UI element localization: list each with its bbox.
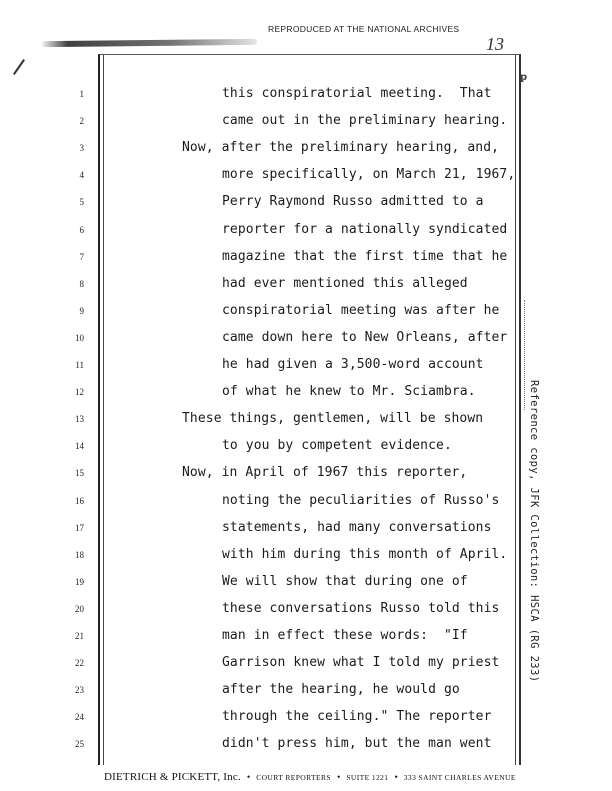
transcript-line: magazine that the first time that he [222,248,508,264]
footer: DIETRICH & PICKETT, Inc. • COURT REPORTERS • SUITE 1221 • 333 SAINT CHARLES AVENUE [104,771,516,783]
line-number: 2 [79,116,84,127]
margin-tick [524,300,527,410]
line-number: 7 [79,251,84,262]
line-number: 19 [75,576,84,587]
transcript-line: man in effect these words: "If [222,628,468,643]
transcript-line: Perry Raymond Russo admitted to a [222,194,484,210]
line-number: 23 [75,685,84,696]
transcript-line: after the hearing, he would go [222,682,460,698]
transcript-line: Now, after the preliminary hearing, and, [182,140,500,156]
reference-copy-note: Reference copy, JFK Collection: HSCA (RG 233) [528,380,540,683]
transcript-line: came down here to New Orleans, after [222,329,508,345]
line-number: 25 [75,739,84,750]
line-number: 13 [75,414,84,425]
transcript-line: conspiratorial meeting was after he [222,302,500,318]
transcript-line: came out in the preliminary hearing. [222,113,508,129]
archive-stamp: REPRODUCED AT THE NATIONAL ARCHIVES [268,24,460,34]
scan-smudge [42,39,257,47]
transcript-line: this conspiratorial meeting. That [222,86,492,101]
transcript-line: through the ceiling." The reporter [222,709,492,725]
line-number: 8 [79,278,84,289]
transcript-line: noting the peculiarities of Russo's [222,492,500,508]
transcript-line: Garrison knew what I told my priest [222,655,500,671]
transcript-line: to you by competent evidence. [222,438,452,454]
transcript-line: these conversations Russo told this [222,600,500,616]
scan-mark [13,59,25,75]
line-number: 16 [75,495,84,506]
transcript-line: We will show that during one of [222,573,468,589]
line-number: 12 [75,387,84,398]
line-number: 22 [75,658,84,669]
transcript-line: statements, had many conversations [222,519,492,535]
line-number: 18 [75,549,84,560]
transcript-line: more specifically, on March 21, 1967, [222,167,516,183]
line-number: 24 [75,712,84,723]
transcript-line: had ever mentioned this alleged [222,275,468,291]
footer-address: 333 SAINT CHARLES AVENUE [403,773,516,782]
line-number: 11 [75,360,84,370]
line-number: 9 [79,305,84,316]
transcript-line: of what he knew to Mr. Sciambra. [222,384,476,400]
line-number: 3 [79,143,84,154]
transcript-line: didn't press him, but the man went [222,736,492,752]
line-number: 4 [79,170,84,181]
line-number: 5 [79,197,84,208]
footer-firm: DIETRICH & PICKETT, Inc. [104,771,241,783]
transcript-line: These things, gentlemen, will be shown [182,411,484,427]
line-number: 14 [75,441,84,452]
transcript-line: with him during this month of April. [222,546,508,562]
footer-suite: SUITE 1221 [346,773,389,782]
margin-scribble: ꝑ [520,72,528,83]
footer-role: COURT REPORTERS [256,773,331,782]
transcript-line: reporter for a nationally syndicated [222,221,508,237]
line-number: 10 [75,332,84,343]
transcript-line: he had given a 3,500-word account [222,357,484,372]
line-number: 6 [79,224,84,235]
page-number: 13 [486,34,504,54]
line-number: 17 [75,522,84,533]
line-number: 21 [75,631,84,641]
transcript-line: Now, in April of 1967 this reporter, [182,465,468,481]
line-number: 15 [75,468,84,479]
line-number: 1 [79,89,84,99]
line-number: 20 [75,603,84,614]
